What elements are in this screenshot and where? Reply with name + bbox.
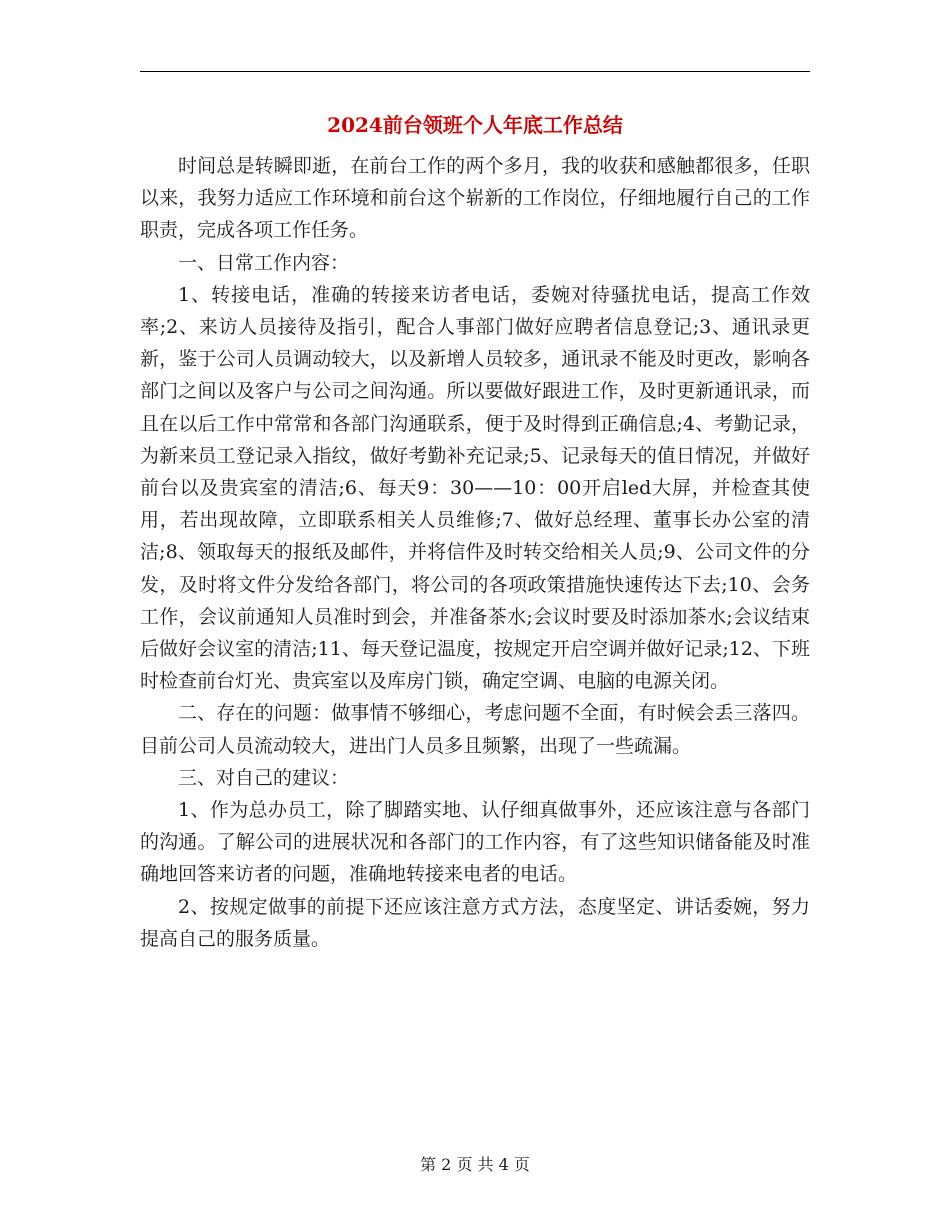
document-body — [140, 150, 810, 955]
document-title: 2024前台领班个人年底工作总结 — [327, 113, 623, 137]
page-number: 第 2 页 共 4 页 — [420, 1155, 530, 1174]
section-heading-suggestions: 三、对自己的建议： — [178, 766, 350, 789]
paragraph-daily-work: 1、转接电话，准确的转接来访者电话，委婉对待骚扰电话，提高工作效率;2、来访人员接待及指引，配合人事部门做好应聘者信息登记;3、通讯录更新，鉴于公司人员调动较大，以及新增人员较多，通讯录不能及时更改，影响各部门之间以及客户与公司之间沟通。所以要做好跟进工作，及时更新通讯录，而且在以后工作中常常和各部门沟通联系，便于及时得到正确信息;4、考勤记录，为新来员工登记录入指纹，做好考勤补充记录;5、记录每天的值日情况，并做好前台以及贵宾室的清洁;6、每天9：30——10：00开启led大屏，并检查其使用，若出现故障，立即联系相关人员维修;7、做好总经理、董事长办公室的清洁;8、领取每天的报纸及邮件，并将信件及时转交给相关人员;9、公司文件的分发，及时将文件分发给各部门，将公司的各项政策措施快速传达下去;10、会务工作，会议前通知人员准时到会，并准备茶水;会议时要及时添加茶水;会议结束后做好会议室的清洁;11、每天登记温度，按规定开启空调并做好记录;12、下班时检查前台灯光、贵宾室以及库房门锁，确定空调、电脑的电源关闭。 — [140, 283, 810, 693]
paragraph-suggestion-1: 1、作为总办员工，除了脚踏实地、认仔细真做事外，还应该注意与各部门的沟通。了解公司的进展状况和各部门的工作内容，有了这些知识储备能及时准确地回答来访者的问题，准确地转接来电者的电话。 — [140, 799, 810, 886]
header-rule — [140, 71, 810, 72]
paragraph-intro: 时间总是转瞬即逝，在前台工作的两个多月，我的收获和感触都很多，任职以来，我努力适应工作环境和前台这个崭新的工作岗位，仔细地履行自己的工作职责，完成各项工作任务。 — [140, 155, 810, 242]
section-heading-daily-work: 一、日常工作内容： — [178, 251, 350, 274]
paragraph-problems: 二、存在的问题：做事情不够细心，考虑问题不全面，有时候会丢三落四。目前公司人员流动较大，进出门人员多且频繁，出现了一些疏漏。 — [140, 702, 810, 757]
paragraph-suggestion-2: 2、按规定做事的前提下还应该注意方式方法，态度坚定、讲话委婉，努力提高自己的服务质量。 — [140, 895, 810, 950]
